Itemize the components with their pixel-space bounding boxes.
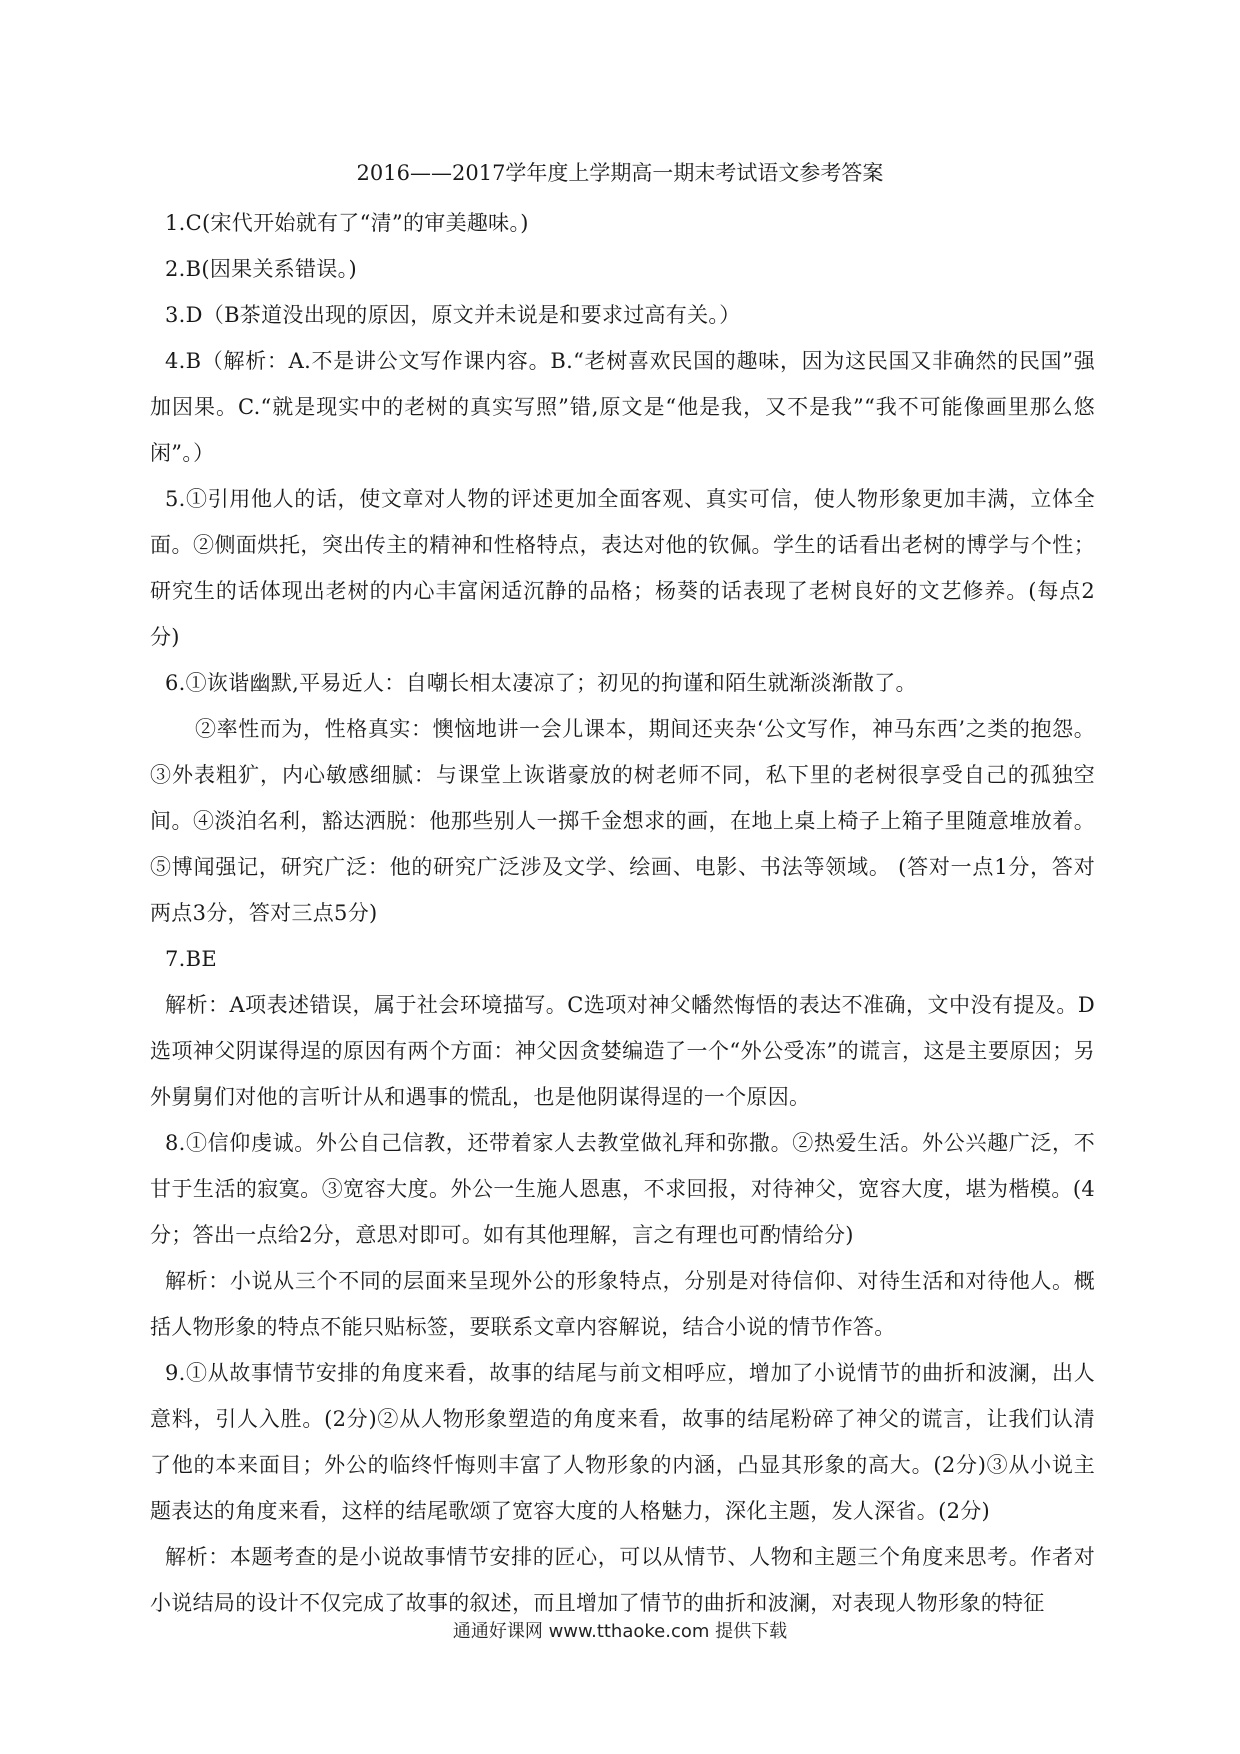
analysis-paragraph-7: 解析：A项表述错误，属于社会环境描写。C选项对神父幡然悔悟的表达不准确，文中没有提及。D选项神父阴谋得逞的原因有两个方面：神父因贪婪编造了一个“外公受冻”的谎言，这是主要原因；另外舅舅们对他的言听计从和遇事的慌乱，也是他阴谋得逞的一个原因。 [150, 993, 1095, 1109]
document-title: 2016——2017学年度上学期高一期末考试语文参考答案 [356, 161, 884, 185]
answer-paragraph-8: 8.①信仰虔诚。外公自己信教，还带着家人去教堂做礼拜和弥撒。②热爱生活。外公兴趣广泛，不甘于生活的寂寞。③宽容大度。外公一生施人恩惠，不求回报，对待神父，宽容大度，堪为楷模。(4分；答出一点给2分，意思对即可。如有其他理解，言之有理也可酌情给分) [150, 1131, 1095, 1247]
answer-paragraph-7: 7.BE [165, 947, 217, 971]
answer-paragraph-5: 5.①引用他人的话，使文章对人物的评述更加全面客观、真实可信，使人物形象更加丰满，立体全面。②侧面烘托，突出传主的精神和性格特点，表达对他的钦佩。学生的话看出老树的博学与个性；研究生的话体现出老树的内心丰富闲适沉静的品格；杨葵的话表现了老树良好的文艺修养。(每点2分) [150, 487, 1095, 649]
answer-paragraph-1: 1.C(宋代开始就有了“清”的审美趣味。) [165, 211, 529, 235]
answer-paragraph-4: 4.B（解析：A.不是讲公文写作课内容。B.“老树喜欢民国的趣味，因为这民国又非确然的民国”强加因果。C.“就是现实中的老树的真实写照”错,原文是“他是我，又不是我”“我不可能像画里那么悠闲”。） [150, 349, 1095, 465]
answer-paragraph-6: 6.①诙谐幽默,平易近人：自嘲长相太凄凉了；初见的拘谨和陌生就渐淡渐散了。 [165, 671, 917, 695]
analysis-paragraph-9: 解析：本题考查的是小说故事情节安排的匠心，可以从情节、人物和主题三个角度来思考。作者对小说结局的设计不仅完成了故事的叙述，而且增加了情节的曲折和波澜，对表现人物形象的特征 [150, 1545, 1095, 1615]
footer-source: 通通好课网 www.tthaoke.com 提供下载 [452, 1621, 788, 1642]
answer-content [150, 200, 1095, 1626]
answer-paragraph-6-continued: ②率性而为，性格真实：懊恼地讲一会儿课本，期间还夹杂‘公文写作，神马东西’之类的抱怨。③外表粗犷，内心敏感细腻：与课堂上诙谐豪放的树老师不同，私下里的老树很享受自己的孤独空间。④淡泊名利，豁达洒脱：他那些别人一掷千金想求的画，在地上桌上椅子上箱子里随意堆放着。⑤博闻强记，研究广泛：他的研究广泛涉及文学、绘画、电影、书法等领域。 (答对一点1分，答对两点3分，答对三点5分) [150, 717, 1095, 925]
analysis-paragraph-8: 解析：小说从三个不同的层面来呈现外公的形象特点，分别是对待信仰、对待生活和对待他人。概括人物形象的特点不能只贴标签，要联系文章内容解说，结合小说的情节作答。 [150, 1269, 1095, 1339]
answer-paragraph-3: 3.D（B茶道没出现的原因，原文并未说是和要求过高有关。） [165, 303, 741, 327]
answer-paragraph-9: 9.①从故事情节安排的角度来看，故事的结尾与前文相呼应，增加了小说情节的曲折和波澜，出人意料，引人入胜。(2分)②从人物形象塑造的角度来看，故事的结尾粉碎了神父的谎言，让我们认清了他的本来面目；外公的临终忏悔则丰富了人物形象的内涵，凸显其形象的高大。(2分)③从小说主题表达的角度来看，这样的结尾歌颂了宽容大度的人格魅力，深化主题，发人深省。(2分) [150, 1361, 1095, 1523]
answer-paragraph-2: 2.B(因果关系错误。) [165, 257, 357, 281]
